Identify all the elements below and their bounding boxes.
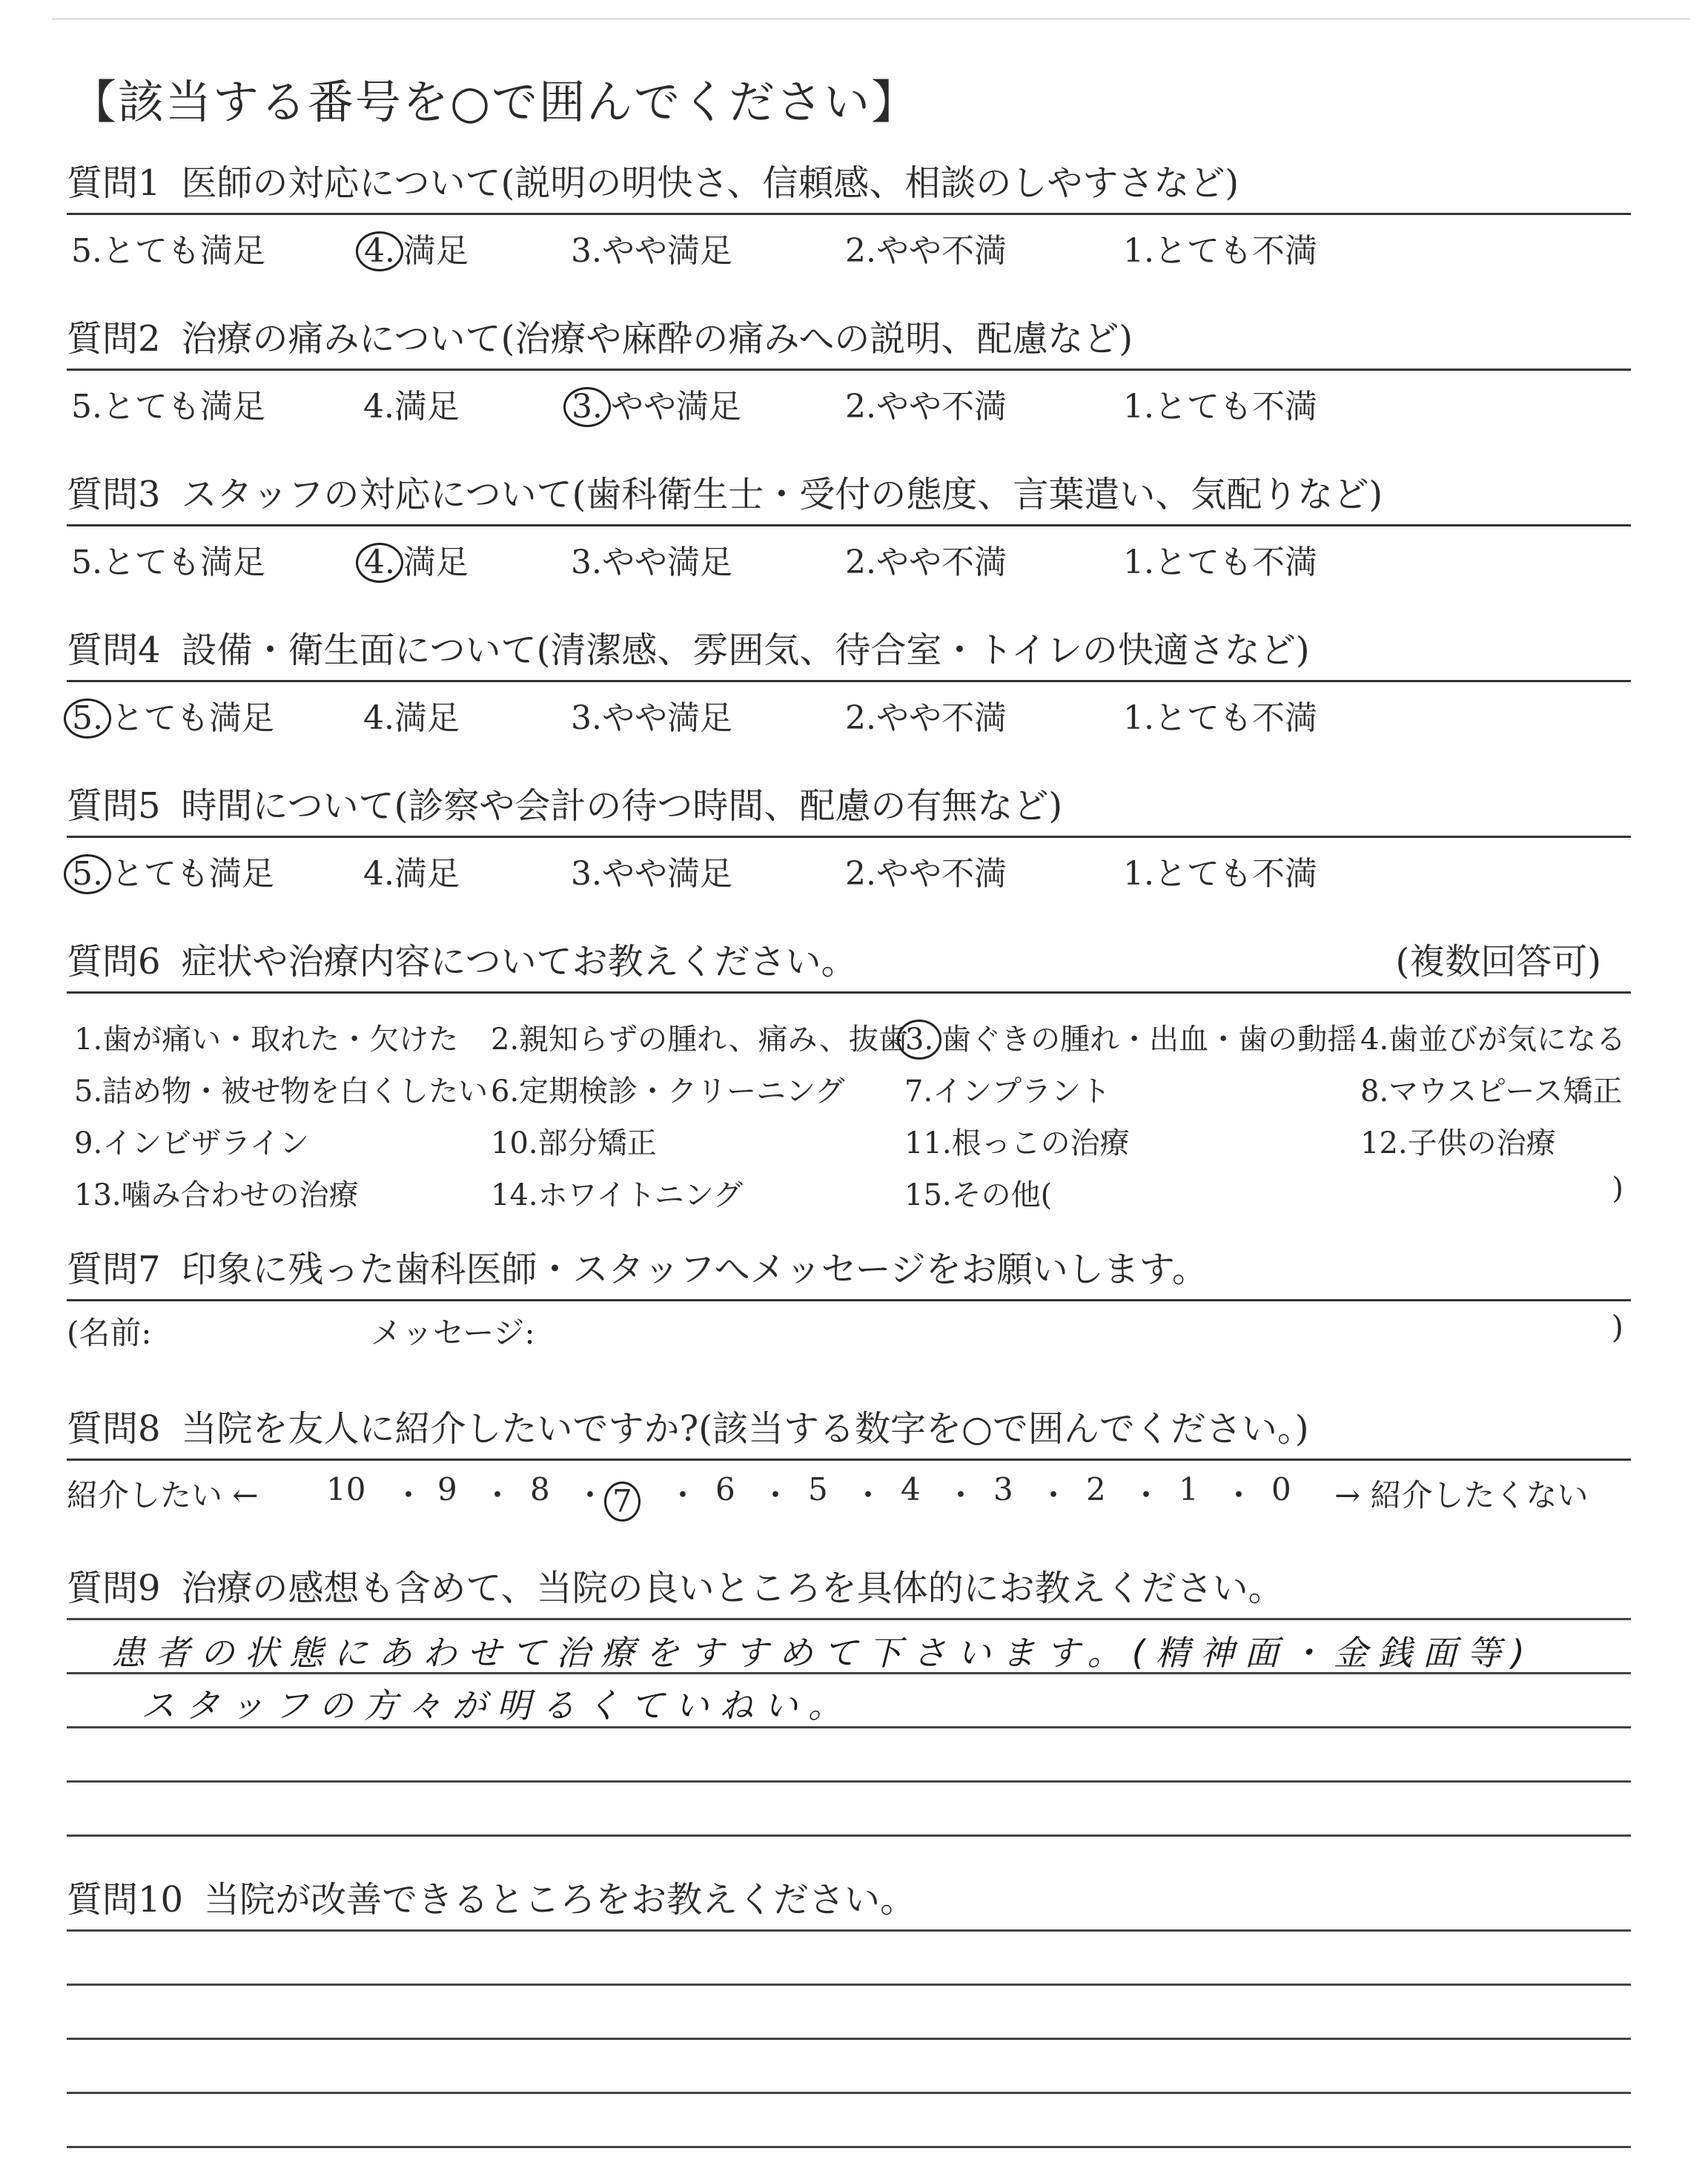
option-3[interactable]: 3.やや満足 [571, 544, 732, 581]
question-9 [67, 1565, 1631, 1837]
scale-value[interactable]: 5 [808, 1471, 828, 1507]
scale-value[interactable]: 9 [437, 1471, 457, 1507]
question-title [67, 1565, 1631, 1618]
question-text: 印象に残った歯科医師・スタッフへメッセージをお願いします。 [181, 1249, 1208, 1290]
multi-answer-note: (複数回答可) [1395, 941, 1601, 982]
option-5[interactable]: 5.とても満足 [71, 544, 265, 581]
answer-line[interactable] [67, 1929, 1631, 1986]
question-10 [67, 1876, 1631, 2148]
symptom-option[interactable]: 1.歯が痛い・取れた・欠けた [74, 1023, 459, 1057]
option-3[interactable]: 3.やや満足 [571, 699, 732, 737]
option-2[interactable]: 2.やや不満 [845, 388, 1007, 426]
circled-mark: 7 [604, 1482, 640, 1522]
symptom-option[interactable]: 5.詰め物・被せ物を白くしたい [74, 1074, 489, 1109]
rating-options [67, 215, 1631, 270]
question-3 [67, 471, 1631, 581]
question-6 [67, 938, 1631, 1216]
question-title [67, 1876, 1631, 1929]
question-number: 質問9 [67, 1568, 161, 1609]
symptom-options [67, 994, 1631, 1216]
question-5 [67, 782, 1631, 893]
question-text: 治療の痛みについて(治療や麻酔の痛みへの説明、配慮など) [181, 318, 1133, 360]
question-title [67, 471, 1631, 526]
scale-value[interactable]: 2 [1086, 1471, 1106, 1507]
symptom-option[interactable]: 8.マウスピース矯正 [1360, 1074, 1623, 1109]
option-2[interactable]: 2.やや不満 [845, 232, 1007, 270]
scale-dot: ・ [1131, 1477, 1162, 1513]
circled-mark: 4. [356, 231, 403, 271]
question-number: 質問8 [67, 1408, 161, 1450]
option-5[interactable]: 5. とても満足 [71, 847, 274, 894]
question-number: 質問7 [67, 1249, 161, 1290]
question-title [67, 315, 1631, 371]
scale-dot: ・ [1223, 1477, 1255, 1513]
symptom-option[interactable]: 14.ホワイトニング [491, 1178, 744, 1212]
scale-dot: ・ [1038, 1477, 1070, 1513]
option-2[interactable]: 2.やや不満 [845, 855, 1007, 893]
handwritten-answer: 患者の状態にあわせて治療をすすめて下さいます。(精神面・金銭面等) [111, 1633, 1535, 1673]
scale-value[interactable]: 6 [715, 1471, 735, 1507]
question-number: 質問4 [67, 630, 161, 671]
other-close-paren: ) [1612, 1172, 1623, 1206]
scale-left-label: 紹介したい ← [67, 1477, 259, 1513]
scale-dot: ・ [853, 1477, 884, 1513]
circled-mark: 3. [897, 1020, 941, 1060]
answer-line[interactable] [67, 1783, 1631, 1837]
option-3[interactable]: 3.やや満足 [571, 855, 732, 893]
circled-mark: 3. [563, 387, 611, 427]
answer-line[interactable] [67, 2094, 1631, 2148]
scale-value[interactable]: 8 [530, 1471, 550, 1507]
scale-value[interactable]: 1 [1179, 1471, 1199, 1507]
question-number: 質問2 [67, 318, 161, 360]
circled-mark: 5. [64, 698, 111, 739]
option-3[interactable]: 3.やや満足 [571, 232, 732, 270]
symptom-option-selected[interactable]: 3. 歯ぐきの腫れ・出血・歯の動揺 [904, 1016, 1357, 1060]
question-4 [67, 627, 1631, 737]
scale-value[interactable]: 4 [901, 1471, 921, 1507]
answer-line[interactable] [67, 1986, 1631, 2040]
scale-dot: ・ [482, 1477, 514, 1513]
question-number: 質問3 [67, 474, 161, 515]
question-text: 医師の対応について(説明の明快さ、信頼感、相談のしやすさなど) [181, 162, 1239, 204]
option-5[interactable]: 5.とても満足 [71, 232, 265, 270]
option-4[interactable]: 4.満足 [363, 699, 460, 737]
option-1[interactable]: 1.とても不満 [1123, 232, 1317, 270]
question-number: 質問6 [67, 941, 161, 982]
symptom-option[interactable]: 12.子供の治療 [1360, 1126, 1556, 1160]
question-7 [67, 1246, 1631, 1351]
question-1 [67, 159, 1631, 270]
instruction: 【該当する番号を○で囲んでください】 [70, 75, 919, 129]
question-number: 質問1 [67, 162, 161, 204]
symptom-option[interactable]: 15.その他( [904, 1178, 1053, 1212]
question-text: 設備・衛生面について(清潔感、雰囲気、待合室・トイレの快適さなど) [181, 630, 1310, 671]
scale-value[interactable]: 10 [326, 1471, 366, 1507]
rating-options [67, 526, 1631, 581]
option-5[interactable]: 5.とても満足 [71, 388, 265, 426]
option-4[interactable]: 4.満足 [363, 388, 460, 426]
symptom-option[interactable]: 2.親知らずの腫れ、痛み、抜歯 [491, 1023, 908, 1057]
question-title [67, 159, 1631, 215]
option-3[interactable]: 3. やや満足 [571, 380, 741, 427]
circled-mark: 5. [64, 854, 111, 894]
option-2[interactable]: 2.やや不満 [845, 699, 1007, 737]
question-title [67, 627, 1631, 682]
answer-line[interactable] [67, 2040, 1631, 2094]
scale-right-label: → 紹介したくない [1334, 1477, 1589, 1513]
scale-dot: ・ [575, 1477, 606, 1513]
question-text: 当院が改善できるところをお教えください。 [204, 1879, 916, 1920]
symptom-option[interactable]: 9.インビザライン [74, 1126, 309, 1160]
question-text: 当院を友人に紹介したいですか?(該当する数字を○で囲んでください。) [181, 1408, 1309, 1450]
question-text: 時間について(診察や会計の待つ時間、配慮の有無など) [181, 785, 1063, 827]
scale-dot: ・ [945, 1477, 977, 1513]
symptom-option[interactable]: 7.インプラント [904, 1074, 1111, 1109]
symptom-option[interactable]: 10.部分矯正 [491, 1126, 657, 1160]
scale-value[interactable]: 0 [1271, 1471, 1291, 1507]
message-line [67, 1301, 1631, 1351]
question-text: スタッフの対応について(歯科衛生士・受付の態度、言葉遣い、気配りなど) [181, 474, 1383, 515]
scale-dot: ・ [393, 1477, 425, 1513]
symptom-option[interactable]: 11.根っこの治療 [904, 1126, 1130, 1160]
question-title [67, 1405, 1631, 1461]
message-label: メッセージ: [371, 1315, 535, 1351]
option-2[interactable]: 2.やや不満 [845, 544, 1007, 581]
recommend-scale [67, 1461, 1631, 1520]
scale-dot: ・ [667, 1477, 699, 1513]
rating-options [67, 371, 1631, 426]
option-1[interactable]: 1.とても不満 [1123, 699, 1317, 737]
rating-options [67, 838, 1631, 893]
question-2 [67, 315, 1631, 426]
option-4[interactable]: 4. 満足 [363, 535, 469, 583]
option-5[interactable]: 5. とても満足 [71, 691, 274, 739]
close-paren: ) [1611, 1309, 1623, 1345]
option-4[interactable]: 4. 満足 [363, 224, 469, 271]
question-title [67, 1246, 1631, 1301]
question-number: 質問10 [67, 1879, 184, 1920]
answer-line[interactable] [67, 1618, 1631, 1674]
answer-line[interactable] [67, 1728, 1631, 1783]
rating-options [67, 682, 1631, 737]
question-title [67, 938, 1631, 994]
option-4[interactable]: 4.満足 [363, 855, 460, 893]
symptom-option[interactable]: 6.定期検診・クリーニング [491, 1074, 845, 1109]
name-label: (名前: [67, 1315, 152, 1351]
question-title [67, 782, 1631, 838]
option-1[interactable]: 1.とても不満 [1123, 544, 1317, 581]
question-number: 質問5 [67, 785, 161, 827]
scale-dot: ・ [760, 1477, 792, 1513]
question-text: 症状や治療内容についてお教えください。 [181, 941, 857, 982]
scale-value[interactable]: 3 [993, 1471, 1013, 1507]
question-text: 治療の感想も含めて、当院の良いところを具体的にお教えください。 [181, 1568, 1284, 1609]
symptom-option[interactable]: 13.噛み合わせの治療 [74, 1178, 359, 1212]
top-rule [52, 18, 1690, 20]
option-1[interactable]: 1.とても不満 [1123, 855, 1317, 893]
option-1[interactable]: 1.とても不満 [1123, 388, 1317, 426]
answer-line[interactable] [67, 1674, 1631, 1728]
circled-mark: 4. [356, 543, 403, 583]
question-8 [67, 1405, 1631, 1520]
handwritten-answer: スタッフの方々が明るくていねい。 [141, 1685, 853, 1725]
symptom-option[interactable]: 4.歯並びが気になる [1360, 1023, 1626, 1057]
